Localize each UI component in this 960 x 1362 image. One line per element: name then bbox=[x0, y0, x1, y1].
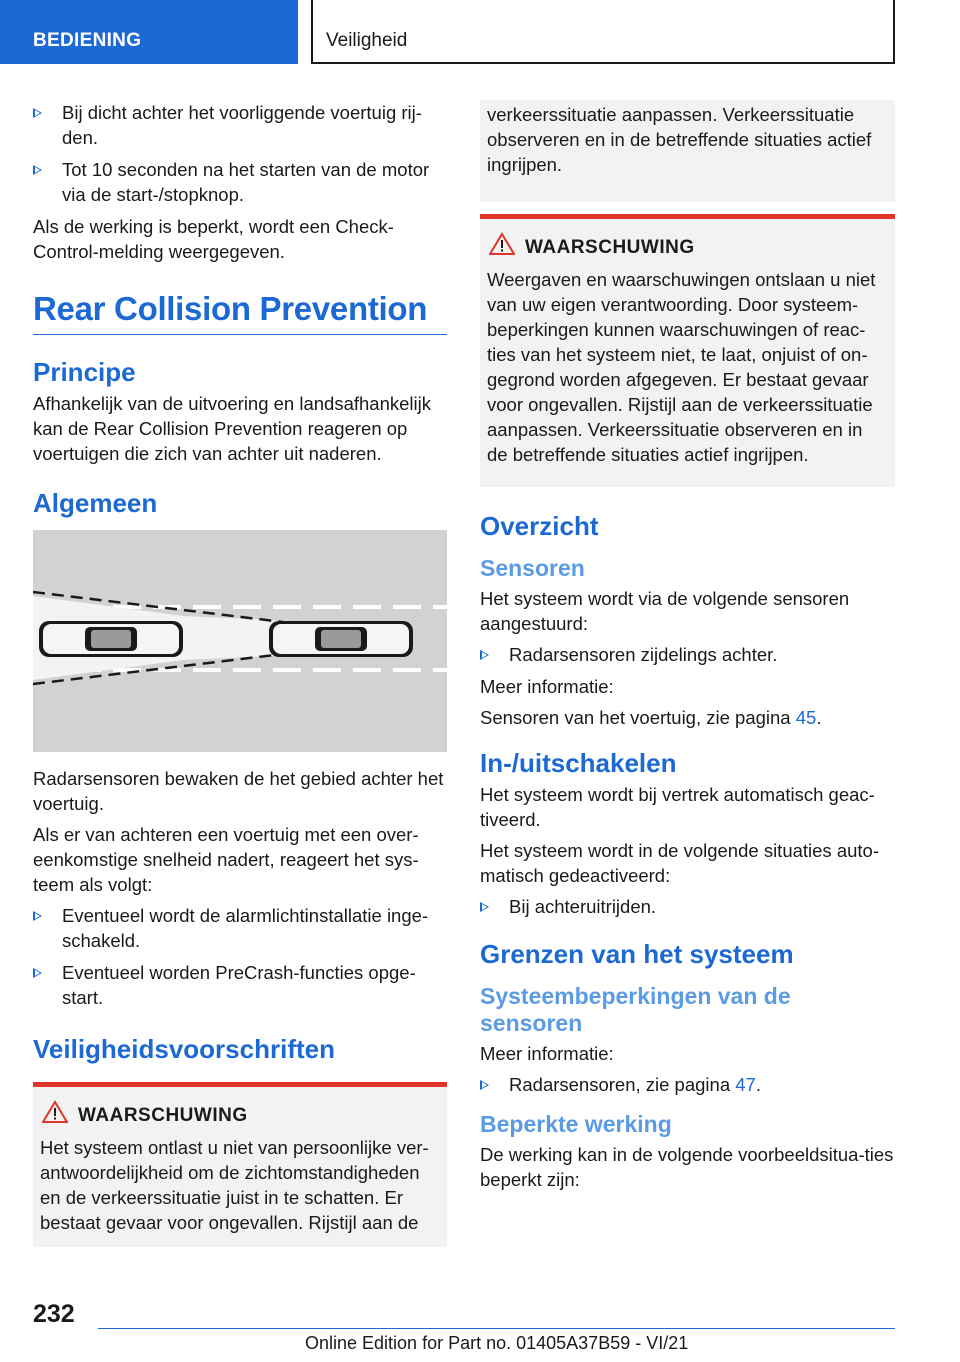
left-column bbox=[33, 100, 447, 1247]
bullet-triangle-icon bbox=[33, 911, 42, 921]
safety-heading: Veiligheidsvoorschriften bbox=[33, 1034, 335, 1064]
beperkingen-heading: Systeembeperkingen van de sensoren bbox=[480, 983, 791, 1036]
grenzen-heading: Grenzen van het systeem bbox=[480, 939, 794, 969]
front-car-icon bbox=[269, 621, 413, 657]
warning-title: WAARSCHUWING bbox=[487, 235, 887, 260]
footer-divider bbox=[98, 1328, 895, 1329]
algemeen-heading: Algemeen bbox=[33, 488, 158, 518]
warning-text: Het systeem ontlast u niet van persoonlijke ver-antwoordelijkheid om de zichtomstandigheden en de verkeerssituatie juist in te schatten. Er bestaat gevaar voor ongevallen. Rijstijl aan de bbox=[40, 1137, 429, 1233]
inuit-heading: In-/uitschakelen bbox=[480, 748, 677, 778]
list-item: Radarsensoren, zie pagina 47. bbox=[480, 1072, 895, 1097]
rear-collision-illustration bbox=[33, 530, 447, 752]
footer-edition: Online Edition for Part no. 01405A37B59 - VI/21 bbox=[305, 1333, 689, 1353]
sensoren-paragraph: Het systeem wordt via de volgende sensoren aangestuurd: bbox=[480, 588, 850, 634]
warning-box-2 bbox=[480, 214, 895, 487]
list-item: Eventueel worden PreCrash-functies opge-start. bbox=[33, 960, 447, 1010]
list-item: Eventueel wordt de alarmlichtinstallatie inge-schakeld. bbox=[33, 903, 447, 953]
right-column bbox=[480, 100, 895, 1198]
meer-informatie-label: Meer informatie: bbox=[480, 676, 614, 697]
meer-informatie-label-2: Meer informatie: bbox=[480, 1043, 614, 1064]
page-number: 232 bbox=[33, 1300, 75, 1328]
beperkte-werking-heading: Beperkte werking bbox=[480, 1111, 672, 1137]
bullet-triangle-icon bbox=[480, 1080, 489, 1090]
bullet-triangle-icon bbox=[33, 968, 42, 978]
header-section-label: BEDIENING bbox=[33, 30, 142, 51]
inuit-paragraph-2: Het systeem wordt in de volgende situaties auto-matisch gedeactiveerd: bbox=[480, 840, 879, 886]
check-control-paragraph: Als de werking is beperkt, wordt een Check-Control-melding weergegeven. bbox=[33, 216, 394, 262]
list-item: Radarsensoren zijdelings achter. bbox=[480, 642, 895, 667]
warning-triangle-icon bbox=[42, 1100, 68, 1124]
list-item: Tot 10 seconden na het starten van de motor via de start-/stopknop. bbox=[33, 157, 447, 207]
warning-text-2: Weergaven en waarschuwingen ontslaan u niet van uw eigen verantwoording. Door systeem-beperkingen kunnen waarschuwingen of reac-ties van het systeem niet, te laat, onjuist of on-gegrond worden afgegeven. Er bestaat gevaar voor ongevallen. Rijstijl aan de verkeerssituatie aanpassen. Verkeerssituatie observeren en in de betreffende situaties actief ingrijpen. bbox=[487, 269, 876, 465]
bullet-triangle-icon bbox=[33, 108, 42, 118]
header-chapter-box bbox=[311, 0, 895, 64]
page-link-47[interactable]: 47 bbox=[735, 1074, 756, 1095]
sensoren-reference: Sensoren van het voertuig, zie pagina 45. bbox=[480, 707, 822, 728]
list-item: Bij dicht achter het voorliggende voertuig rij-den. bbox=[33, 100, 447, 150]
bullet-triangle-icon bbox=[33, 165, 42, 175]
page-title: Rear Collision Prevention bbox=[33, 290, 447, 335]
header-section-tab bbox=[0, 0, 298, 64]
beperkte-werking-paragraph: De werking kan in de volgende voorbeeldsitua-ties beperkt zijn: bbox=[480, 1144, 894, 1190]
rear-car-icon bbox=[39, 621, 183, 657]
warning-box bbox=[33, 1082, 447, 1247]
inuit-paragraph-1: Het systeem wordt bij vertrek automatisch geac-tiveerd. bbox=[480, 784, 875, 830]
bullet-triangle-icon bbox=[480, 650, 489, 660]
page-link-45[interactable]: 45 bbox=[795, 707, 817, 728]
header-chapter-label: Veiligheid bbox=[326, 30, 408, 51]
warning-triangle-icon bbox=[489, 232, 515, 256]
principe-paragraph: Afhankelijk van de uitvoering en landsafhankelijk kan de Rear Collision Prevention reageren op voertuigen die zich van achter uit naderen. bbox=[33, 393, 432, 464]
algemeen-paragraph-2: Als er van achteren een voertuig met een over-eenkomstige snelheid nadert, reageert het sys-teem als volgt: bbox=[33, 824, 419, 895]
list-item: Bij achteruitrijden. bbox=[480, 894, 895, 919]
warning-continuation: verkeerssituatie aanpassen. Verkeerssituatie observeren en in de betreffende situaties actief ingrijpen. bbox=[480, 100, 895, 202]
principe-heading: Principe bbox=[33, 357, 136, 387]
warning-title: WAARSCHUWING bbox=[40, 1103, 439, 1128]
sensoren-heading: Sensoren bbox=[480, 555, 585, 581]
overzicht-heading: Overzicht bbox=[480, 511, 599, 541]
algemeen-paragraph-1: Radarsensoren bewaken de het gebied achter het voertuig. bbox=[33, 768, 444, 814]
bullet-triangle-icon bbox=[480, 902, 489, 912]
